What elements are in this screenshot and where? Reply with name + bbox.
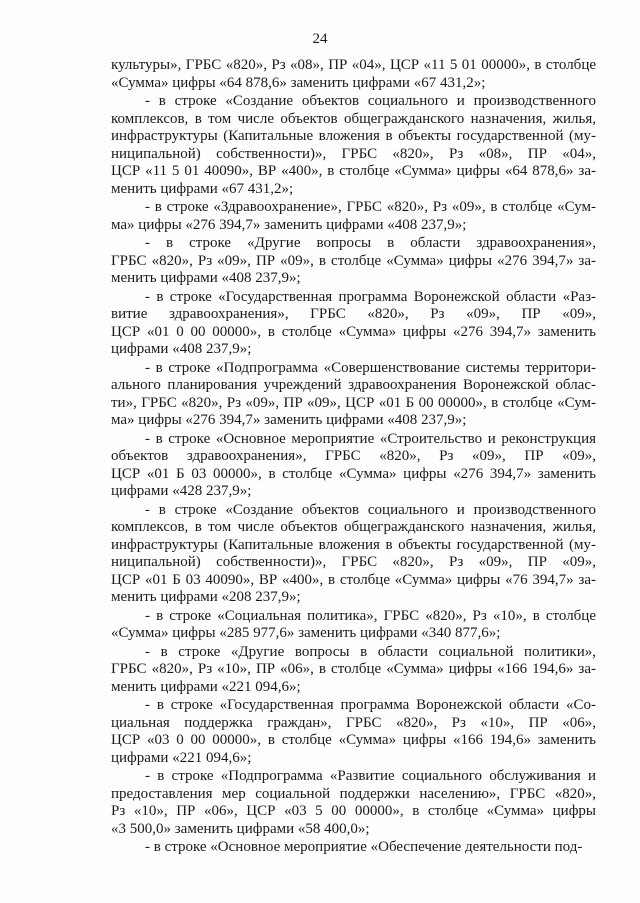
paragraph (111, 768, 596, 838)
paragraph (111, 289, 596, 359)
page-number: 24 (312, 31, 328, 47)
text-line: менить цифрами «67 431,2»; (111, 180, 294, 197)
paragraph (111, 93, 596, 198)
text-line: менить цифрами «221 094,6»; (111, 678, 301, 695)
paragraph (111, 57, 596, 92)
text-line: - в строке «Социальная политика», ГРБС «820», Рз «10», в столбце (145, 607, 596, 624)
paragraph (111, 697, 596, 767)
text-line: «Сумма» цифры «64 878,6» заменить цифрами «67 431,2»; (111, 74, 486, 91)
text-line: ма» цифры «276 394,7» заменить цифрами «408 237,9»; (111, 216, 467, 233)
paragraph (111, 235, 596, 288)
text-line: - в строке «Подпрограмма «Совершенствование системы территори- (145, 359, 596, 376)
document-body (111, 57, 596, 858)
text-line: «3 500,0» заменить цифрами «58 400,0»; (111, 820, 370, 837)
text-line: культуры», ГРБС «820», Рз «08», ПР «04», ЦСР «11 5 01 00000», в столбце (111, 57, 596, 73)
text-line: ЦСР «01 0 00 00000», в столбце «Сумма» цифры «276 394,7» заменить (111, 323, 596, 340)
text-line: цифрами «221 094,6»; (111, 749, 252, 766)
text-line: цифрами «408 237,9»; (111, 341, 252, 357)
text-line: «Сумма» цифры «285 977,6» заменить цифрами «340 877,6»; (111, 625, 501, 641)
paragraph (111, 644, 596, 697)
text-line: инфраструктуры (Капитальные вложения в объекты государственной (му- (111, 536, 596, 553)
text-line: - в строке «Подпрограмма «Развитие социального обслуживания и (145, 768, 596, 784)
text-line: циальная поддержка граждан», ГРБС «820», Рз «10», ПР «06», (111, 714, 596, 731)
text-line: ального планирования учреждений здравоохранения Воронежской облас- (111, 377, 596, 393)
paragraph (111, 431, 596, 501)
text-line: цифрами «428 237,9»; (111, 483, 252, 499)
text-line: ти», ГРБС «820», Рз «09», ПР «09», ЦСР «01 Б 00 00000», в столбце «Сум- (111, 394, 596, 411)
paragraph (111, 360, 596, 430)
text-line: - в строке «Другие вопросы в области здравоохранения», (145, 235, 596, 251)
text-line: - в строке «Здравоохранение», ГРБС «820», Рз «09», в столбце «Сум- (145, 199, 596, 215)
text-line: ЦСР «03 0 00 00000», в столбце «Сумма» цифры «166 194,6» заменить (111, 732, 596, 748)
text-line: - в строке «Создание объектов социального и производственного (145, 501, 596, 518)
text-line: ГРБС «820», Рз «10», ПР «06», в столбце «Сумма» цифры «166 194,6» за- (111, 661, 596, 677)
text-line: объектов здравоохранения», ГРБС «820», Рз «09», ПР «09», (111, 448, 596, 464)
paragraph (111, 608, 596, 643)
text-line: менить цифрами «408 237,9»; (111, 270, 301, 286)
text-line: предоставления мер социальной поддержки населению», ГРБС «820», (111, 785, 596, 802)
text-line: ЦСР «01 Б 03 40090», ВР «400», в столбце «Сумма» цифры «76 394,7» за- (111, 571, 596, 588)
text-line: - в строке «Государственная программа Воронежской области «Со- (145, 697, 596, 713)
text-line: ниципальной) собственности)», ГРБС «820», Рз «08», ПР «04», (111, 145, 596, 162)
paragraph (111, 839, 596, 857)
text-line: - в строке «Основное мероприятие «Строительство и реконструкция (145, 430, 596, 447)
text-line: инфраструктуры (Капитальные вложения в объекты государственной (му- (111, 128, 596, 144)
text-line: - в строке «Создание объектов социального и производственного (145, 93, 596, 109)
text-line: - в строке «Государственная программа Воронежской области «Раз- (145, 288, 596, 305)
text-line: - в строке «Основное мероприятие «Обеспечение деятельности под- (145, 839, 583, 855)
text-line: комплексов, в том числе объектов общегражданского назначения, жилья, (111, 110, 596, 127)
text-line: ниципальной) собственности)», ГРБС «820», Рз «09», ПР «09», (111, 554, 596, 570)
text-line: ЦСР «11 5 01 40090», ВР «400», в столбце «Сумма» цифры «64 878,6» за- (111, 163, 596, 179)
paragraph (111, 502, 596, 607)
text-line: менить цифрами «208 237,9»; (111, 589, 301, 605)
text-line: ЦСР «01 Б 03 00000», в столбце «Сумма» цифры «276 394,7» заменить (111, 465, 596, 482)
text-line: Рз «10», ПР «06», ЦСР «03 5 00 00000», в столбце «Сумма» цифры (111, 803, 596, 819)
text-line: витие здравоохранения», ГРБС «820», Рз «09», ПР «09», (111, 306, 596, 322)
text-line: комплексов, в том числе объектов общегражданского назначения, жилья, (111, 519, 596, 535)
text-line: - в строке «Другие вопросы в области социальной политики», (145, 643, 596, 660)
paragraph (111, 199, 596, 234)
text-line: ма» цифры «276 394,7» заменить цифрами «408 237,9»; (111, 412, 467, 428)
text-line: ГРБС «820», Рз «09», ПР «09», в столбце «Сумма» цифры «276 394,7» за- (111, 252, 596, 269)
